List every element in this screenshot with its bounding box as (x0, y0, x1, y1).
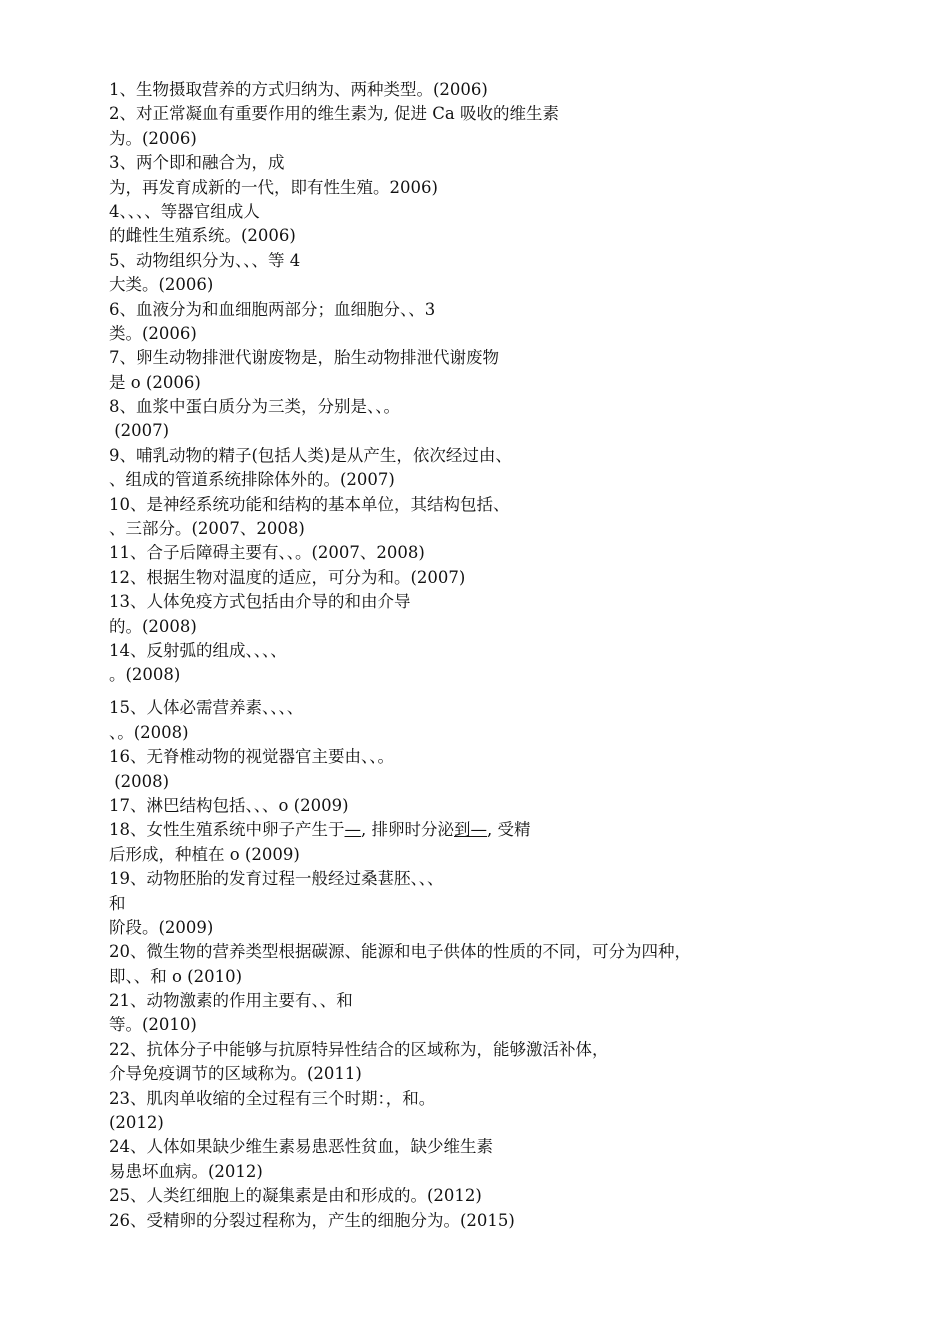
question-14-line-a: 14、反射弧的组成、、、、 (109, 640, 287, 660)
question-21-line-a: 21、动物激素的作用主要有、、和 (109, 991, 353, 1011)
question-17-line: 17、淋巴结构包括、、、o (2009) (109, 795, 349, 815)
question-13-line-a: 13、人体免疫方式包括由介导的和由介导 (109, 592, 411, 612)
question-6-line-a: 6、血液分为和血细胞两部分；血细胞分、、3 (109, 299, 436, 319)
question-4-line-a: 4、、、、等器官组成人 (109, 201, 260, 221)
question-23-line-a: 23、肌肉单收缩的全过程有三个时期：，和。 (109, 1088, 436, 1108)
question-list (109, 78, 829, 1233)
question-19-line-c: 阶段。(2009) (109, 917, 214, 937)
question-13-line-b: 的。(2008) (109, 616, 197, 636)
question-6-line-b: 类。(2006) (109, 323, 197, 343)
question-25-line: 25、人类红细胞上的凝集素是由和形成的。(2012) (109, 1186, 482, 1206)
question-18-text-1: 18、女性生殖系统中卵子产生于 (109, 820, 345, 840)
question-5-line-a: 5、动物组织分为、、、等 4 (109, 250, 301, 270)
question-19-line-b: 和 (109, 893, 126, 913)
question-22-line-a: 22、抗体分子中能够与抗原特异性结合的区域称为，能够激活补体， (109, 1039, 609, 1059)
question-19-line-a: 19、动物胚胎的发育过程一般经过桑葚胚、、、 (109, 869, 444, 889)
question-9-line-b: 、组成的管道系统排除体外的。(2007) (109, 470, 395, 490)
question-16-line-b: (2008) (109, 771, 170, 791)
question-10-line-a: 10、是神经系统功能和结构的基本单位，其结构包括、 (109, 494, 510, 514)
question-23-line-b: (2012) (109, 1113, 164, 1133)
question-14-line-b: 。(2008) (109, 665, 181, 685)
question-15-line-a: 15、人体必需营养素、、、、 (109, 697, 304, 717)
question-18-text-2: , 排卵时分泌 (361, 820, 454, 840)
question-22-line-b: 介导免疫调节的区域称为。(2011) (109, 1064, 362, 1084)
question-18-text-3: , 受精 (487, 820, 531, 840)
question-7-line-b: 是 o (2006) (109, 372, 201, 392)
question-18-blank-2: 到— (454, 820, 487, 840)
question-20-line-b: 即、、和 o (2010) (109, 966, 243, 986)
question-10-line-b: 、三部分。(2007、2008) (109, 519, 305, 539)
question-8-line-b: (2007) (109, 421, 170, 441)
question-18-line-a (109, 818, 829, 842)
question-18-blank-1: — (344, 820, 361, 840)
question-26-line: 26、受精卵的分裂过程称为，产生的细胞分为。(2015) (109, 1210, 515, 1230)
question-5-line-b: 大类。(2006) (109, 275, 214, 295)
question-15-line-b: 、。(2008) (109, 722, 189, 742)
question-1-line: 1、生物摄取营养的方式归纳为、两种类型。(2006) (109, 80, 488, 99)
question-3-line-a: 3、两个即和融合为，成 (109, 153, 285, 173)
question-7-line-a: 7、卵生动物排泄代谢废物是，胎生动物排泄代谢废物 (109, 348, 499, 368)
question-24-line-a: 24、人体如果缺少维生素易患恶性贫血，缺少维生素 (109, 1137, 493, 1157)
question-20-line-a: 20、微生物的营养类型根据碳源、能源和电子供体的性质的不同，可分为四种， (109, 942, 691, 962)
question-12-line: 12、根据生物对温度的适应，可分为和。(2007) (109, 567, 466, 587)
question-8-line-a: 8、血浆中蛋白质分为三类，分别是、、。 (109, 397, 400, 417)
question-9-line-a: 9、哺乳动物的精子(包括人类)是从产生，依次经过由、 (109, 445, 512, 465)
question-18-line-b: 后形成，种植在 o (2009) (109, 844, 300, 864)
question-3-line-b: 为，再发育成新的一代，即有性生殖。2006) (109, 177, 438, 197)
question-21-line-b: 等。(2010) (109, 1015, 197, 1035)
question-2-line-a: 2、对正常凝血有重要作用的维生素为, 促进 Ca 吸收的维生素 (109, 104, 559, 124)
question-2-line-b: 为。(2006) (109, 128, 197, 148)
question-11-line: 11、合子后障碍主要有、、。(2007、2008) (109, 543, 425, 563)
question-16-line-a: 16、无脊椎动物的视觉器官主要由、、。 (109, 747, 394, 767)
question-24-line-b: 易患坏血病。(2012) (109, 1161, 263, 1181)
question-4-line-b: 的雌性生殖系统。(2006) (109, 226, 296, 246)
